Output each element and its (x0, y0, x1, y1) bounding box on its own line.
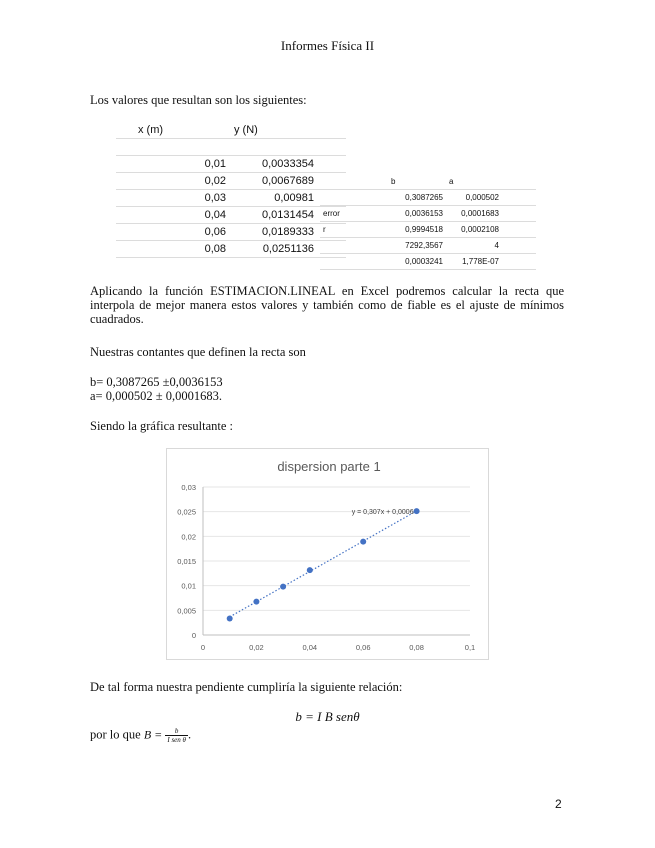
formula-prefix: por lo que (90, 727, 141, 742)
table-row (116, 207, 346, 224)
table-cell: 0,0067689 (230, 173, 318, 190)
table-cell: 0,03 (116, 190, 230, 207)
formula-line (90, 727, 564, 744)
page-number: 2 (555, 797, 562, 811)
chart-points (227, 508, 420, 621)
data-point (360, 539, 366, 545)
table-row (116, 241, 346, 258)
chart-gridlines (203, 487, 470, 635)
paragraph-graph-intro: Siendo la gráfica resultante : (90, 419, 233, 433)
table-cell: 0,0131454 (230, 207, 318, 224)
data-table (116, 122, 346, 258)
table-cell: 0,0002108 (446, 222, 502, 238)
x-tick-label: 0,06 (355, 643, 371, 652)
data-point (414, 508, 420, 514)
table-cell: 0,3087265 (388, 190, 446, 206)
formula-denominator: I sen θ (167, 736, 186, 744)
table-row (116, 139, 346, 156)
header-cell-x: x (m) (116, 122, 230, 139)
paragraph-constants: Nuestras contantes que definen la recta son (90, 345, 306, 359)
table-cell: 0,08 (116, 241, 230, 258)
header-cell-b: b (388, 174, 446, 190)
y-tick-label: 0,01 (181, 581, 196, 591)
header-cell-y: y (N) (230, 122, 318, 139)
table-cell: 0,0036153 (388, 206, 446, 222)
x-tick-label: 0,02 (249, 643, 264, 652)
row-label: error (320, 206, 388, 222)
table-cell: 0,02 (116, 173, 230, 190)
y-tick-label: 0,03 (181, 483, 196, 492)
table-row (320, 190, 536, 206)
table-cell: 0,00981 (230, 190, 318, 207)
data-point (227, 616, 233, 622)
formula-suffix: . (187, 727, 192, 742)
data-point (307, 567, 313, 573)
row-label: r (320, 222, 388, 238)
regression-table (320, 174, 536, 270)
table-cell: 4 (446, 238, 502, 254)
table-cell: 0,01 (116, 156, 230, 173)
x-tick-label: 0 (200, 643, 206, 652)
y-tick-label: 0,02 (181, 532, 196, 542)
y-tick-label: 0,005 (177, 606, 196, 616)
table-row (320, 238, 536, 254)
y-tick-label: 0 (191, 631, 196, 640)
table-cell: 0,0003241 (388, 254, 446, 270)
chart-axes (177, 483, 475, 652)
formula-fraction (165, 727, 188, 744)
header-cell-a: a (446, 174, 502, 190)
table-header-row (320, 174, 536, 190)
constant-b: b= 0,3087265 ±0,0036153 (90, 375, 223, 389)
data-point (253, 599, 259, 605)
table-cell: 0,0001683 (446, 206, 502, 222)
table-cell: 1,778E-07 (446, 254, 502, 270)
table-cell: 0,0033354 (230, 156, 318, 173)
table-row (320, 254, 536, 270)
table-row (320, 222, 536, 238)
table-cell: 0,0189333 (230, 224, 318, 241)
y-tick-label: 0,025 (177, 507, 196, 517)
chart-svg (167, 449, 488, 659)
scatter-chart (166, 448, 489, 660)
table-cell: 0,06 (116, 224, 230, 241)
x-tick-label: 0,1 (464, 643, 476, 652)
trendline-equation-label: y = 0,307x + 0,0006 (351, 508, 414, 516)
y-tick-label: 0,015 (177, 557, 196, 566)
paragraph-relation: De tal forma nuestra pendiente cumpliría la siguiente relación: (90, 680, 403, 694)
table-row (116, 156, 346, 173)
table-row (116, 224, 346, 241)
page-header: Informes Física II (280, 38, 375, 53)
x-tick-label: 0,08 (409, 643, 424, 652)
table-row (116, 173, 346, 190)
table-header-row (116, 122, 346, 139)
table-cell: 0,0251136 (230, 241, 318, 258)
formula-numerator: b (165, 727, 188, 736)
table-cell: 0,9994518 (388, 222, 446, 238)
intro-text: Los valores que resultan son los siguientes: (90, 93, 307, 107)
paragraph-estimacion: Aplicando la función ESTIMACION.LINEAL en Excel podremos calcular la recta que interpola de mejor manera estos valores y también como de fiable es el ajuste de mínimos cuadrados. (90, 284, 564, 326)
constant-a: a= 0,000502 ± 0,0001683. (90, 389, 222, 403)
data-point (280, 584, 286, 590)
table-cell: 0,04 (116, 207, 230, 224)
table-cell: 7292,3567 (388, 238, 446, 254)
formula-lhs: B = (143, 727, 163, 742)
table-row (320, 206, 536, 222)
x-tick-label: 0,04 (302, 643, 318, 652)
relation-equation: b = I B senθ (295, 709, 360, 724)
table-cell: 0,000502 (446, 190, 502, 206)
table-row (116, 190, 346, 207)
chart-title: dispersion parte 1 (277, 459, 381, 474)
